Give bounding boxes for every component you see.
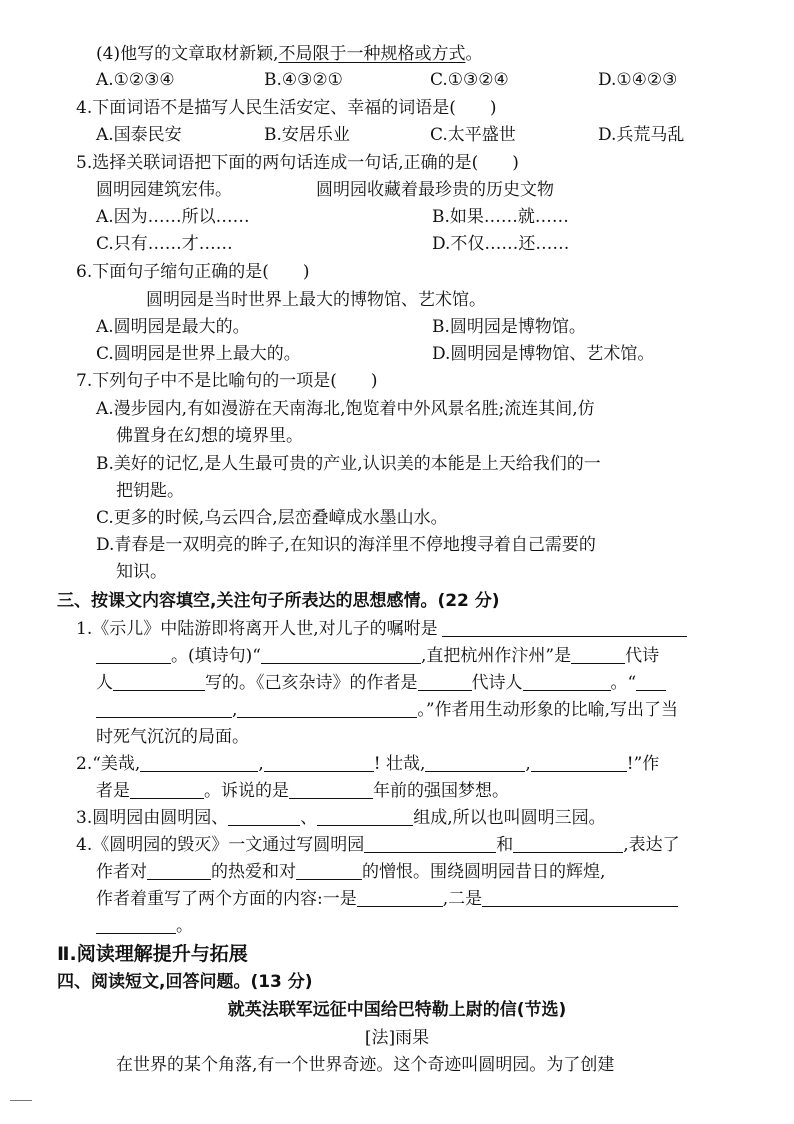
answer-blank[interactable] — [96, 645, 171, 664]
page-corner-mark — [10, 1100, 32, 1101]
s3-q1-line3: 人 写的。《己亥杂诗》的作者是 代诗人 。“ — [96, 671, 666, 695]
answer-blank[interactable] — [237, 699, 417, 718]
s3-q1-line2: 。(填诗句)“ ,直把杭州作汴州”是 代诗 — [96, 644, 659, 668]
q6-sentence: 圆明园是当时世界上最大的博物馆、艺术馆。 — [146, 290, 486, 310]
article-paragraph-1: 在世界的某个角落,有一个世界奇迹。这个奇迹叫圆明园。为了创建 — [116, 1055, 615, 1075]
q7-option-d-line1: D.青春是一双明亮的眸子,在知识的海洋里不停地搜寻着自己需要的 — [96, 535, 596, 555]
article-title: 就英法联军远征中国给巴特勒上尉的信(节选) — [227, 1000, 567, 1020]
q5-option-c: C.只有……才…… — [96, 234, 233, 254]
part-2-title: Ⅱ.阅读理解提升与拓展 — [57, 943, 248, 965]
q6-option-a: A.圆明园是最大的。 — [96, 317, 250, 337]
q7-option-b-line2: 把钥匙。 — [116, 481, 184, 501]
q7-option-b-line1: B.美好的记忆,是人生最可贵的产业,认识美的本能是上天给我们的一 — [96, 454, 601, 474]
answer-blank[interactable] — [96, 699, 232, 718]
q6-option-b: B.圆明园是博物馆。 — [432, 317, 586, 337]
answer-blank[interactable] — [523, 672, 611, 691]
answer-blank[interactable] — [130, 780, 204, 799]
q3-4-option-c: C.①③②④ — [430, 70, 509, 90]
answer-blank[interactable] — [261, 645, 421, 664]
answer-blank[interactable] — [364, 834, 496, 853]
answer-blank[interactable] — [636, 672, 666, 691]
s3-q4-line1: 4.《圆明园的毁灭》一文通过写圆明园 和 ,表达了 — [76, 835, 680, 855]
q7-stem: 7.下列句子中不是比喻句的一项是( ) — [76, 371, 378, 391]
answer-blank[interactable] — [140, 753, 258, 772]
answer-blank[interactable] — [113, 672, 205, 691]
q4-option-b: B.安居乐业 — [264, 125, 350, 145]
q3-4-option-b: B.④③②① — [264, 70, 343, 90]
q4-option-d: D.兵荒马乱 — [598, 125, 685, 145]
q5-stem: 5.选择关联词语把下面的两句话连成一句话,正确的是( ) — [76, 153, 519, 173]
article-author: [法]雨果 — [364, 1028, 430, 1048]
answer-blank[interactable] — [264, 753, 374, 772]
answer-blank[interactable] — [531, 753, 627, 772]
answer-blank[interactable] — [357, 888, 443, 907]
s3-q4-line4: 。 — [96, 914, 193, 938]
s3-q1-line1: 1.《示儿》中陆游即将离开人世,对儿子的嘱咐是 — [76, 617, 687, 641]
answer-blank[interactable] — [147, 861, 211, 880]
q7-option-d-line2: 知识。 — [116, 562, 167, 582]
answer-blank[interactable] — [296, 861, 362, 880]
answer-blank[interactable] — [317, 807, 413, 826]
q4-option-c: C.太平盛世 — [430, 125, 516, 145]
q7-option-c-line1: C.更多的时候,乌云四合,层峦叠嶂成水墨山水。 — [96, 508, 448, 528]
q7-option-a-line2: 佛置身在幻想的境界里。 — [116, 426, 303, 446]
q4-option-a: A.国泰民安 — [96, 125, 182, 145]
answer-blank[interactable] — [289, 780, 373, 799]
answer-blank[interactable] — [482, 888, 678, 907]
answer-blank[interactable] — [418, 672, 472, 691]
q3-4-option-d: D.①④②③ — [598, 70, 678, 90]
answer-blank[interactable] — [442, 618, 687, 637]
s3-q2-line1: 2.“美哉, , ! 壮哉, , !”作 — [76, 754, 660, 774]
q5-sentence-b: 圆明园收藏着最珍贵的历史文物 — [316, 180, 554, 200]
s3-q1-line4: , 。”作者用生动形象的比喻,写出了当 — [96, 698, 678, 722]
section-4-title: 四、阅读短文,回答问题。(13 分) — [57, 972, 313, 992]
answer-blank[interactable] — [513, 834, 623, 853]
s3-q2-line2: 者是 。诉说的是 年前的强国梦想。 — [96, 781, 509, 801]
q3-4-stem: (4)他写的文章取材新颖,不局限于一种规格或方式。 — [96, 44, 483, 64]
q7-option-a-line1: A.漫步园内,有如漫游在天南海北,饱览着中外风景名胜;流连其间,仿 — [96, 399, 595, 419]
q6-stem: 6.下面句子缩句正确的是( ) — [76, 262, 310, 282]
answer-blank[interactable] — [571, 645, 625, 664]
q3-4-option-a: A.①②③④ — [96, 70, 175, 90]
section-3-title: 三、按课文内容填空,关注句子所表达的思想感情。(22 分) — [57, 591, 500, 611]
q5-option-b: B.如果……就…… — [432, 207, 569, 227]
s3-q4-line3: 作者着重写了两个方面的内容:一是 ,二是 — [96, 887, 678, 911]
answer-blank[interactable] — [425, 753, 525, 772]
s3-q3: 3.圆明园由圆明园、 、 组成,所以也叫圆明三园。 — [76, 808, 606, 828]
q6-option-d: D.圆明园是博物馆、艺术馆。 — [432, 344, 655, 364]
q5-option-a: A.因为……所以…… — [96, 207, 250, 227]
s3-q1-line5: 时死气沉沉的局面。 — [96, 727, 249, 747]
answer-blank[interactable] — [96, 915, 176, 934]
q4-stem: 4.下面词语不是描写人民生活安定、幸福的词语是( ) — [76, 98, 497, 118]
q6-option-c: C.圆明园是世界上最大的。 — [96, 344, 301, 364]
s3-q4-line2: 作者对 的热爱和对 的憎恨。围绕圆明园昔日的辉煌, — [96, 862, 606, 882]
q5-sentence-a: 圆明园建筑宏伟。 — [96, 180, 232, 200]
q5-option-d: D.不仅……还…… — [432, 234, 570, 254]
answer-blank[interactable] — [228, 807, 300, 826]
